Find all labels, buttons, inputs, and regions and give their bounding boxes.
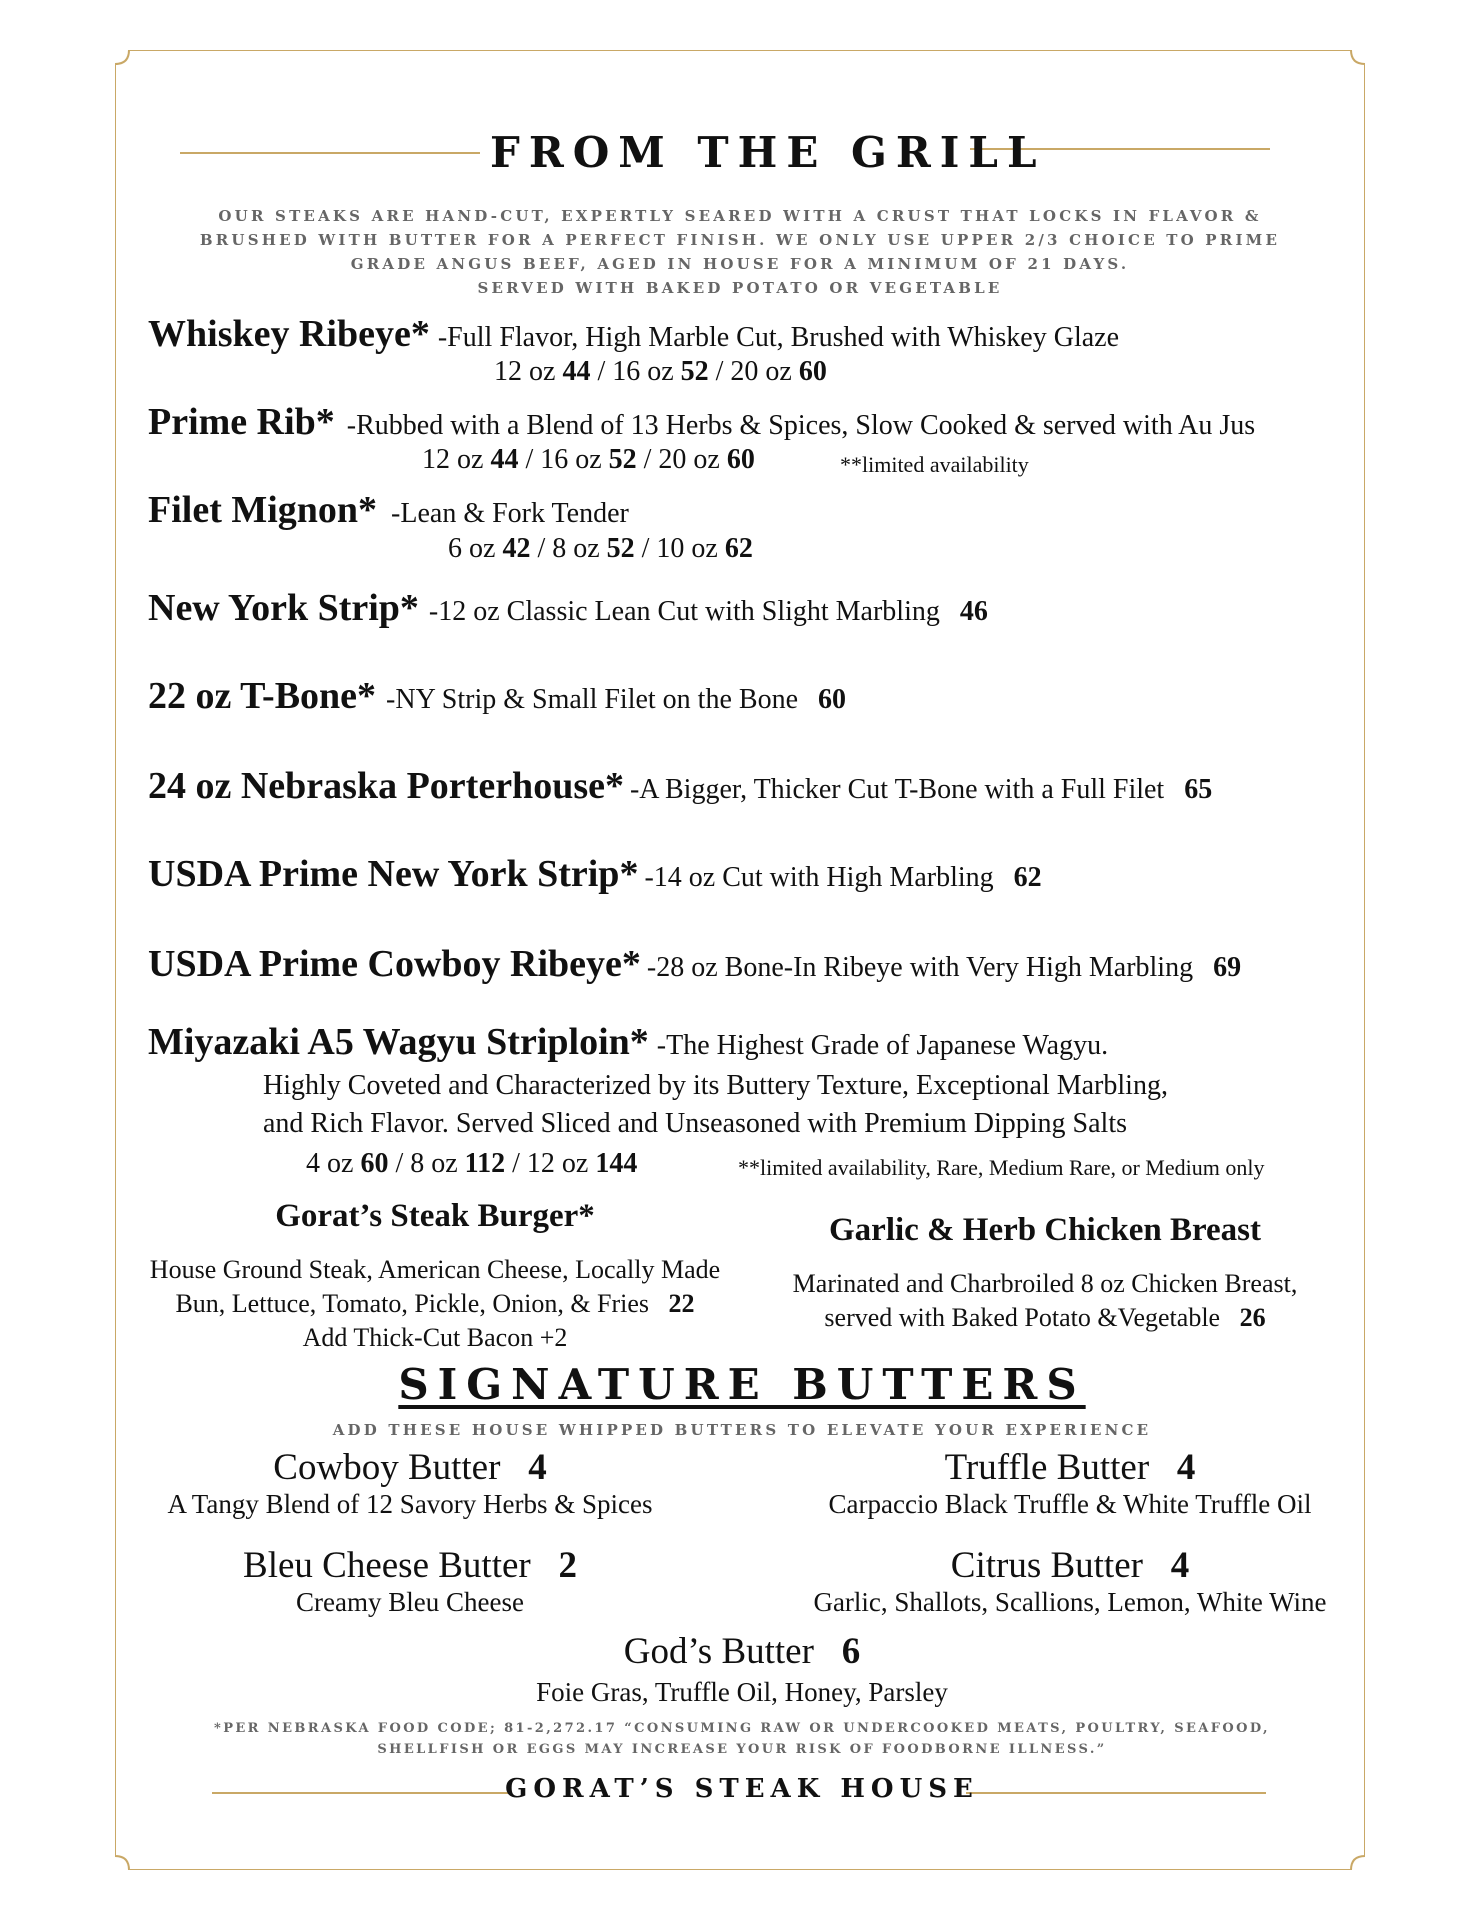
prime-rib-prices: 12 oz 44 / 16 oz 52 / 20 oz 60 [422, 444, 755, 475]
wagyu-desc-line-2: Highly Coveted and Characterized by its Buttery Texture, Exceptional Marbling, [263, 1070, 1168, 1101]
intro-line-3: GRADE ANGUS BEEF, AGED IN HOUSE FOR A MINIMUM OF 21 DAYS. [350, 255, 1130, 273]
item-name: 24 oz Nebraska Porterhouse* [148, 765, 624, 807]
butter-desc: A Tangy Blend of 12 Savory Herbs & Spices [167, 1489, 653, 1519]
item-price: 60 [818, 684, 846, 715]
item-price: 69 [1213, 952, 1242, 983]
butter-price: 4 [528, 1447, 547, 1488]
item-name: Prime Rib* [148, 401, 335, 443]
item-desc: -Rubbed with a Blend of 13 Herbs & Spices, Slow Cooked & served with Au Jus [346, 410, 1256, 441]
butter-name: Cowboy Butter [273, 1447, 501, 1488]
item-desc: -The Highest Grade of Japanese Wagyu. [656, 1030, 1109, 1061]
item-name: USDA Prime New York Strip* [148, 853, 639, 895]
item-price: 65 [1184, 774, 1213, 805]
menu-item-new-york-strip [148, 586, 988, 630]
butter-citrus [770, 1544, 1370, 1618]
food-code-disclaimer: *PER NEBRASKA FOOD CODE; 81-2,272.17 “CONSUMING RAW OR UNDERCOOKED MEATS, POULTRY, SEAFOOD, SHELLFISH OR EGGS MAY INCREASE YOUR RISK OF FOODBORNE ILLNESS.” [214, 1721, 1270, 1757]
butter-price: 6 [841, 1631, 861, 1672]
item-desc: -14 oz Cut with High Marbling [644, 862, 994, 893]
restaurant-name: GORAT’S STEAK HOUSE [505, 1774, 979, 1804]
filet-prices: 6 oz 42 / 8 oz 52 / 10 oz 62 [448, 533, 753, 564]
butter-gods [0, 1630, 1484, 1708]
title-rule-left [180, 152, 480, 154]
wagyu-desc-line-3: and Rich Flavor. Served Sliced and Unseasoned with Premium Dipping Salts [263, 1108, 1128, 1139]
menu-item-filet-mignon [148, 488, 629, 532]
butter-name: God’s Butter [623, 1631, 814, 1672]
menu-item-a5-wagyu [148, 1020, 1108, 1064]
section-title-butters: SIGNATURE BUTTERS [398, 1360, 1086, 1409]
butter-bleu-cheese [110, 1544, 710, 1618]
burger-price: 22 [668, 1289, 695, 1318]
menu-item-whiskey-ribeye [148, 312, 1119, 356]
menu-item-porterhouse [148, 764, 1212, 808]
menu-item-cowboy-ribeye [148, 942, 1241, 986]
menu-item-prime-ny-strip [148, 852, 1042, 896]
menu-item-t-bone [148, 674, 846, 718]
butter-name: Truffle Butter [944, 1447, 1150, 1488]
item-name: Filet Mignon* [148, 489, 378, 531]
item-name: Miyazaki A5 Wagyu Striploin* [148, 1021, 649, 1063]
grill-intro [150, 204, 1330, 300]
item-name: USDA Prime Cowboy Ribeye* [148, 943, 641, 985]
chicken-description: Marinated and Charbroiled 8 oz Chicken Breast, served with Baked Potato &Vegetable 26 [792, 1269, 1298, 1332]
intro-line-1: OUR STEAKS ARE HAND-CUT, EXPERTLY SEARED WITH A CRUST THAT LOCKS IN FLAVOR & [218, 207, 1262, 225]
section-title-grill: FROM THE GRILL [490, 128, 1046, 177]
burger-description: House Ground Steak, American Cheese, Locally Made Bun, Lettuce, Tomato, Pickle, Onion, & Fries 22 Add Thick-Cut Bacon +2 [149, 1255, 721, 1352]
wagyu-note: **limited availability, Rare, Medium Rare, or Medium only [738, 1155, 1265, 1180]
butter-price: 4 [1170, 1545, 1190, 1586]
butters-subtitle: ADD THESE HOUSE WHIPPED BUTTERS TO ELEVATE YOUR EXPERIENCE [332, 1421, 1152, 1439]
whiskey-ribeye-prices: 12 oz 44 / 16 oz 52 / 20 oz 60 [494, 356, 827, 387]
butter-cowboy [110, 1446, 710, 1520]
chicken-title: Garlic & Herb Chicken Breast [829, 1212, 1261, 1248]
menu-item-prime-rib [148, 400, 1255, 444]
chicken-price: 26 [1239, 1303, 1266, 1332]
item-desc: -Lean & Fork Tender [391, 498, 629, 529]
burger-block [130, 1198, 740, 1355]
item-desc: -NY Strip & Small Filet on the Bone [386, 684, 798, 715]
butter-desc: Creamy Bleu Cheese [296, 1587, 524, 1617]
item-name: New York Strip* [148, 587, 419, 629]
item-desc: -Full Flavor, High Marble Cut, Brushed with Whiskey Glaze [437, 322, 1120, 353]
butter-price: 2 [558, 1545, 577, 1586]
chicken-block [760, 1212, 1330, 1335]
item-desc: -12 oz Classic Lean Cut with Slight Marbling [428, 596, 940, 627]
burger-title: Gorat’s Steak Burger* [275, 1198, 595, 1234]
wagyu-prices: 4 oz 60 / 8 oz 112 / 12 oz 144 [306, 1148, 638, 1179]
intro-line-2: BRUSHED WITH BUTTER FOR A PERFECT FINISH. WE ONLY USE UPPER 2/3 CHOICE TO PRIME [199, 231, 1281, 249]
butter-truffle [770, 1446, 1370, 1520]
butter-desc: Carpaccio Black Truffle & White Truffle Oil [828, 1489, 1312, 1519]
butter-desc: Foie Gras, Truffle Oil, Honey, Parsley [536, 1677, 948, 1707]
butter-name: Bleu Cheese Butter [243, 1545, 531, 1586]
item-desc: -28 oz Bone-In Ribeye with Very High Marbling [646, 952, 1194, 983]
butter-name: Citrus Butter [950, 1545, 1143, 1586]
item-price: 46 [959, 596, 988, 627]
butter-desc: Garlic, Shallots, Scallions, Lemon, White Wine [813, 1587, 1327, 1617]
butter-price: 4 [1176, 1447, 1196, 1488]
item-price: 62 [1013, 862, 1042, 893]
item-desc: -A Bigger, Thicker Cut T-Bone with a Full Filet [629, 774, 1165, 805]
prime-rib-note: **limited availability [840, 452, 1029, 477]
item-name: 22 oz T-Bone* [148, 675, 377, 717]
intro-line-4: SERVED WITH BAKED POTATO OR VEGETABLE [477, 279, 1003, 297]
item-name: Whiskey Ribeye* [148, 313, 430, 355]
